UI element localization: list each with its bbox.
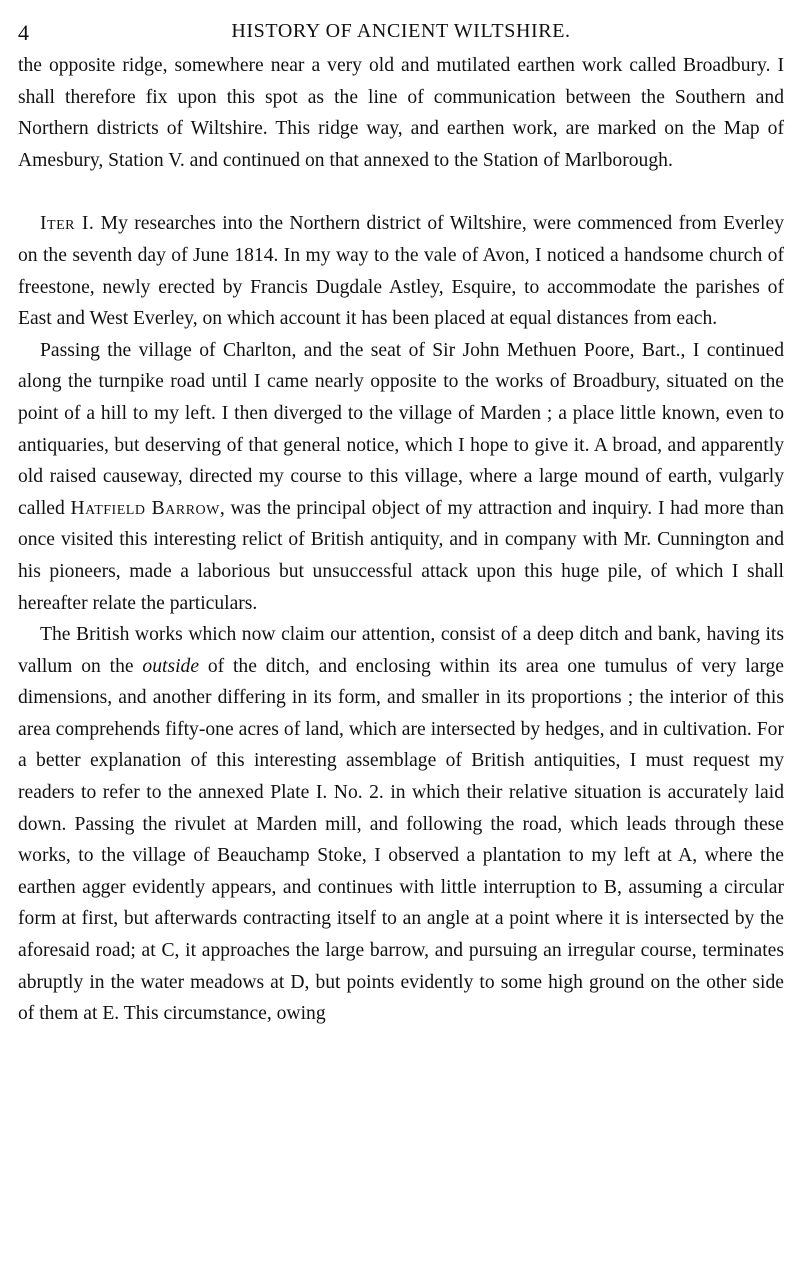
iter-heading: Iter I. xyxy=(40,213,95,235)
paragraph-2-text: My researches into the Northern district of Wiltshire, were commenced from Everley on the seventh day of June 1814. In my way to the vale of Avon, I noticed a handsome church of freestone, newly erected by Francis Dugdale Astley, Esquire, to accommodate the parishes of East and West Everley, on which account it has been placed at equal distances from each. xyxy=(18,213,784,330)
paragraph-3 xyxy=(18,335,784,619)
paragraph-1: the opposite ridge, somewhere near a very old and mutilated earthen work called Broadbury. I shall therefore fix upon this spot as the line of communication between the Southern and Northern districts of Wiltshire. This ridge way, and earthen work, are marked on the Map of Amesbury, Station V. and continued on that annexed to the Station of Marlborough. xyxy=(18,55,784,171)
paragraph-4 xyxy=(18,619,784,1030)
paragraph-2 xyxy=(18,208,784,334)
body-text xyxy=(18,50,784,1030)
page-header xyxy=(18,14,784,50)
document-page xyxy=(18,14,784,1030)
italic-word: outside xyxy=(142,655,200,677)
running-title: HISTORY OF ANCIENT WILTSHIRE. xyxy=(231,20,571,42)
paragraph-4-text-b: of the ditch, and enclosing within its area one tumulus of very large dimensions, and another differing in its form, and smaller in its proportions ; the interior of this area comprehends fifty-one acres of land, which are intersected by hedges, and in cultivation. For a better explanation of this interesting assemblage of British antiquities, I must request my readers to refer to the annexed Plate I. No. 2. in which their relative situation is accurately laid down. Passing the rivulet at Marden mill, and following the road, which leads through these works, to the village of Beauchamp Stoke, I observed a plantation to my left at A, where the earthen agger evidently appears, and continues with little interruption to B, assuming a circular form at first, but afterwards contracting itself to an angle at a point where it is intersected by the aforesaid road; at C, it approaches the large barrow, and pursuing an irregular course, terminates abruptly in the water meadows at D, but points evidently to some high ground on the other side of them at E. This circumstance, owing xyxy=(18,655,784,1025)
page-number: 4 xyxy=(18,20,29,45)
barrow-name: Hatfield Barrow xyxy=(70,497,220,519)
paragraph-4-text-a: The British works which now claim our attention, consist of a deep ditch and bank, having its vallum on the xyxy=(18,624,784,677)
paragraph-3-text-b: , was the principal object of my attraction and inquiry. I had more than once visited this interesting relict of British antiquity, and in company with Mr. Cunnington and his pioneers, made a laborious but unsuccessful attack upon this huge pile, of which I shall hereafter relate the particulars. xyxy=(18,497,784,614)
paragraph-3-text-a: Passing the village of Charlton, and the seat of Sir John Methuen Poore, Bart., I continued along the turnpike road until I came nearly opposite to the works of Broadbury, situated on the point of a hill to my left. I then diverged to the village of Marden ; a place little known, even to antiquaries, but deserving of that general notice, which I hope to give it. A broad, and apparently old raised causeway, directed my course to this village, where a large mound of earth, vulgarly called xyxy=(18,339,784,519)
